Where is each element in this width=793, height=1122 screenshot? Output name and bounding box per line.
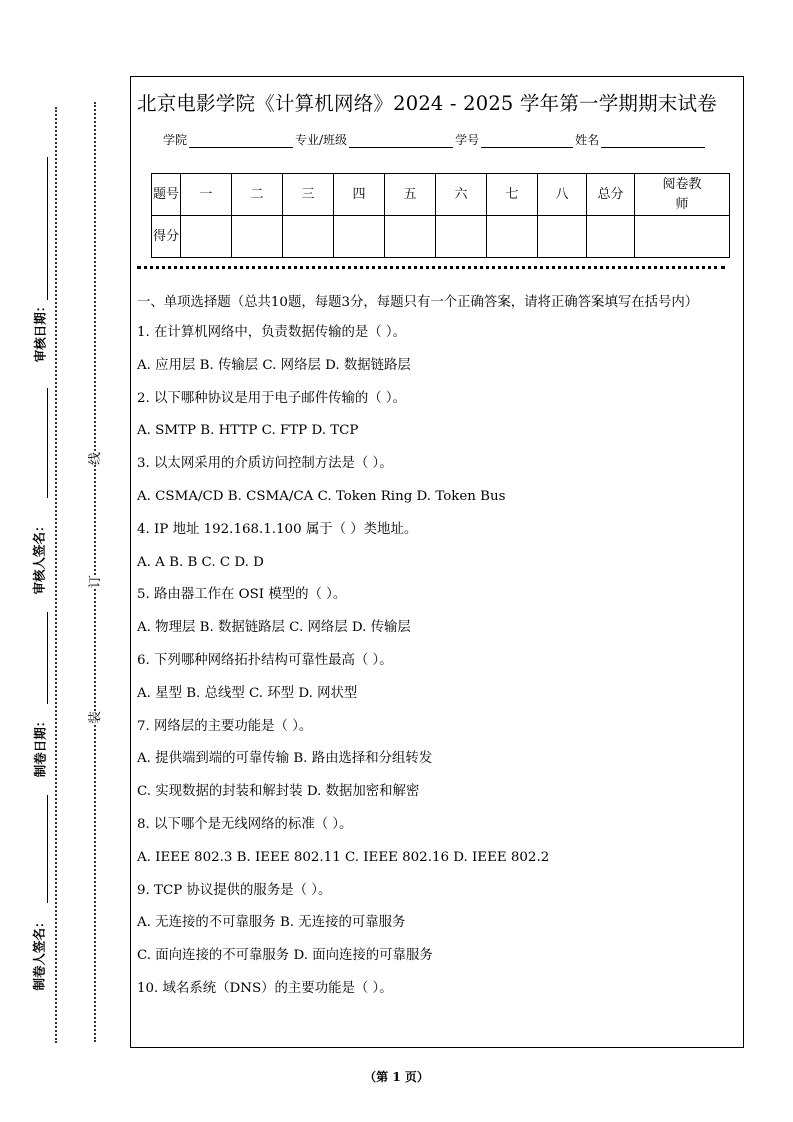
maker-sign-line bbox=[47, 795, 48, 903]
reviewer-header bbox=[635, 174, 730, 216]
score-cell[interactable] bbox=[436, 216, 487, 258]
student-id-field[interactable] bbox=[481, 133, 573, 148]
seal-char-zhuang: 装 bbox=[82, 711, 105, 724]
score-cell[interactable] bbox=[587, 216, 635, 258]
section-intro: 一、单项选择题（总共10题，每题3分，每题只有一个正确答案，请将正确答案填写在括号内） bbox=[137, 295, 699, 310]
options-line: A. CSMA/CD B. CSMA/CA C. Token Ring D. Token Bus bbox=[137, 488, 506, 504]
maker-date-label: 制卷日期： bbox=[32, 714, 48, 778]
reviewer-sign-label: 审核人签名： bbox=[31, 519, 47, 595]
question-line: 10. 域名系统（DNS）的主要功能是（ ）。 bbox=[137, 980, 393, 996]
score-col-header: 四 bbox=[334, 174, 385, 216]
score-col-header: 八 bbox=[538, 174, 587, 216]
score-col-header: 一 bbox=[181, 174, 232, 216]
score-col-header: 总分 bbox=[587, 174, 635, 216]
score-row-label: 得分 bbox=[152, 216, 181, 258]
score-cell[interactable] bbox=[385, 216, 436, 258]
score-cell[interactable] bbox=[181, 216, 232, 258]
student-id-label: 学号 bbox=[455, 133, 480, 147]
question-line: 6. 下列哪种网络拓扑结构可靠性最高（ ）。 bbox=[137, 652, 393, 668]
question-line: 7. 网络层的主要功能是（ ）。 bbox=[137, 718, 313, 734]
exam-title: 北京电影学院《计算机网络》2024 - 2025 学年第一学期期末试卷 bbox=[137, 92, 717, 115]
options-line: A. 星型 B. 总线型 C. 环型 D. 网状型 bbox=[137, 685, 358, 701]
score-cell[interactable] bbox=[232, 216, 283, 258]
question-line: 5. 路由器工作在 OSI 模型的（ ）。 bbox=[137, 587, 347, 603]
college-field[interactable] bbox=[189, 133, 293, 148]
options-line: C. 面向连接的不可靠服务 D. 面向连接的可靠服务 bbox=[137, 948, 433, 964]
outer-dotted-line bbox=[55, 107, 57, 1043]
question-line: 1. 在计算机网络中，负责数据传输的是（ ）。 bbox=[137, 325, 407, 340]
question-number-label: 题号 bbox=[152, 174, 181, 216]
seal-char-ding: 订 bbox=[82, 575, 105, 588]
dotted-separator bbox=[137, 266, 725, 269]
reviewer-cell[interactable] bbox=[635, 216, 730, 258]
major-field[interactable] bbox=[349, 133, 453, 148]
seal-char-xian: 线 bbox=[82, 452, 105, 465]
name-label: 姓名 bbox=[575, 133, 600, 147]
seal-dotted-line bbox=[94, 102, 96, 1042]
score-col-header: 二 bbox=[232, 174, 283, 216]
question-line: 8. 以下哪个是无线网络的标准（ ）。 bbox=[137, 816, 353, 832]
maker-sign-label: 制卷人签名： bbox=[31, 915, 47, 991]
name-field[interactable] bbox=[601, 133, 705, 148]
options-line: A. SMTP B. HTTP C. FTP D. TCP bbox=[137, 423, 359, 439]
student-info-row bbox=[163, 131, 707, 148]
maker-date-line bbox=[47, 612, 48, 704]
score-cell[interactable] bbox=[283, 216, 334, 258]
college-label: 学院 bbox=[163, 133, 188, 147]
question-line: 9. TCP 协议提供的服务是（ ）。 bbox=[137, 882, 332, 898]
options-line: A. 无连接的不可靠服务 B. 无连接的可靠服务 bbox=[137, 915, 406, 931]
score-cell[interactable] bbox=[334, 216, 385, 258]
options-line: A. IEEE 802.3 B. IEEE 802.11 C. IEEE 802.16 D. IEEE 802.2 bbox=[137, 849, 550, 865]
reviewer-label: 阅卷教师 bbox=[662, 176, 702, 212]
question-line: 4. IP 地址 192.168.1.100 属于（ ）类地址。 bbox=[137, 521, 418, 537]
score-cell[interactable] bbox=[487, 216, 538, 258]
options-line: A. 物理层 B. 数据链路层 C. 网络层 D. 传输层 bbox=[137, 620, 411, 636]
question-line: 2. 以下哪种协议是用于电子邮件传输的（ ）。 bbox=[137, 390, 407, 406]
question-line: 3. 以太网采用的介质访问控制方法是（ ）。 bbox=[137, 456, 393, 472]
page-number: （第 1 页） bbox=[364, 1070, 429, 1084]
score-cell[interactable] bbox=[538, 216, 587, 258]
score-col-header: 七 bbox=[487, 174, 538, 216]
options-line: A. A B. B C. C D. D bbox=[137, 554, 264, 570]
section-multiple-choice bbox=[137, 291, 737, 1012]
options-line: A. 提供端到端的可靠传输 B. 路由选择和分组转发 bbox=[137, 751, 433, 767]
reviewer-sign-line bbox=[47, 388, 48, 498]
options-line: C. 实现数据的封装和解封装 D. 数据加密和解密 bbox=[137, 784, 420, 800]
review-date-label: 审核日期： bbox=[32, 299, 48, 363]
major-label: 专业/班级 bbox=[295, 133, 348, 147]
review-date-line bbox=[47, 157, 48, 300]
options-line: A. 应用层 B. 传输层 C. 网络层 D. 数据链路层 bbox=[137, 357, 411, 373]
score-table bbox=[151, 173, 730, 258]
score-col-header: 五 bbox=[385, 174, 436, 216]
score-col-header: 六 bbox=[436, 174, 487, 216]
score-col-header: 三 bbox=[283, 174, 334, 216]
